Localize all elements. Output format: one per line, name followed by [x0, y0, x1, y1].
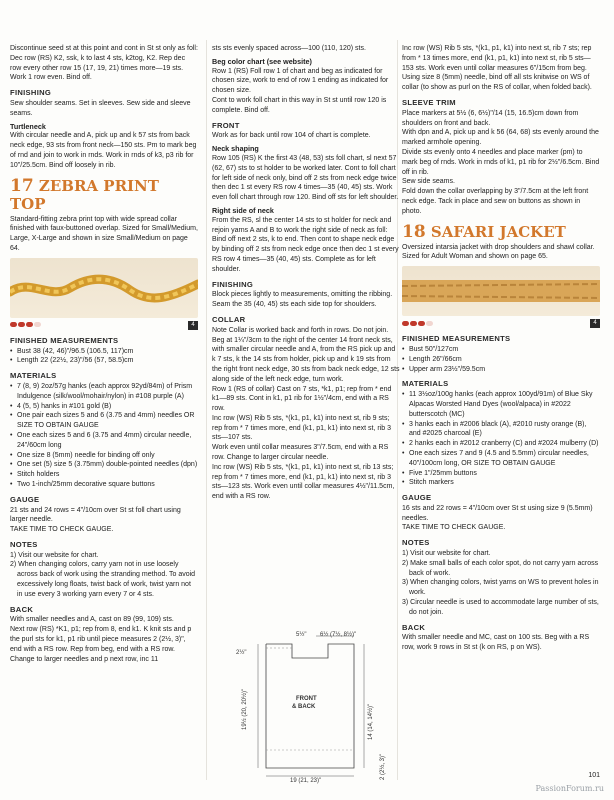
turtleneck-heading: Turtleneck [10, 121, 46, 131]
measurement-item: • Bust 50"/127cm [402, 345, 600, 355]
watermark: PassionForum.ru [535, 784, 604, 793]
schematic-diagram [236, 630, 396, 788]
material-item: • Stitch holders [10, 470, 198, 480]
note-item: 2) When changing colors, carry yarn not in use loosely across back of work using the stranding method. To avoid excessively long floats, twist back of work, twist yarn not in use every 3 working yarn every 7 or 4 sts. [10, 561, 196, 598]
col2-text: Work even until collar measures 3"/7.5cm, end with a RS row. Change to larger circular needle. [212, 444, 389, 462]
material-item: • Five 1"/25mm buttons [402, 469, 600, 479]
pattern-description: Standard-fitting zebra print top with wide spread collar finished with faux-buttoned overlap. Sized for Small/Medium, Large, X-Large and shown in size Small/Medium on page 64. [10, 215, 198, 252]
col2-text: sts sts evenly spaced across—100 (110, 120) sts. [212, 45, 366, 52]
material-item: • One each sizes 7 and 9 (4.5 and 5.5mm) circular needles, 40"/100cm long, OR SIZE TO OBTAIN GAUGE [402, 449, 600, 469]
measurements-heading: FINISHED MEASUREMENTS [10, 335, 119, 345]
pattern-name: ZEBRA PRINT TOP [10, 176, 159, 213]
skill-dot [418, 321, 425, 326]
col3-text: With dpn and A, pick up and k 56 (64, 68) sts evenly around the marked armhole opening. [402, 129, 599, 147]
col2-text: Block pieces lightly to measurements, omitting the ribbing. Seam the 35 (40, 45) sts each side top for shoulders. [212, 291, 393, 309]
col2-text: Row 1 (RS) Foll row 1 of chart and beg as indicated for chosen size, work to end of row 1 ending as indicated for chosen size. [212, 67, 389, 95]
material-item: • 4 (5, 5) hanks in #101 gold (B) [10, 402, 198, 412]
note-item: 1) Visit our website for chart. [402, 550, 491, 558]
dim-right-side: 14 (14, 14½)" [368, 703, 374, 740]
dim-top-right: 6½ (7½, 8½)" [320, 632, 357, 638]
gauge-heading: GAUGE [402, 493, 432, 503]
material-item: • One size 8 (5mm) needle for binding off only [10, 451, 198, 461]
measurement-item: • Length 22 (22½, 23)"/56 (57, 58.5)cm [10, 356, 198, 366]
note-item: 1) Visit our website for chart. [10, 551, 99, 559]
col2-text: Work as for back until row 104 of chart is complete. [212, 132, 371, 140]
material-item: • One each sizes 5 and 6 (3.75 and 4mm) circular needle, 24"/60cm long [10, 431, 198, 451]
skill-level-meter [10, 321, 198, 331]
col2-text: Beg at 1¼"/3cm to the right of the center 14 front neck sts, with smaller circular needle and A, from the RS pick up and k 7 sts, k the 14 sts from holder, pick up and k 19 sts from the right front neck edge, 30 sts from back neck edge, 12 sts along side of the left neck edge, turn work. [212, 336, 400, 383]
notes-heading: NOTES [402, 538, 430, 548]
material-item: • 7 (8, 9) 2oz/57g hanks (each approx 92yd/84m) of Prism Indulgence (silk/wool/mohair/nylon) in #108 purple (A) [10, 382, 198, 402]
dim-top-left: 5½" [296, 632, 307, 638]
col3-text: Place markers at 5½ (6, 6½)"/14 (15, 16.5)cm down from shoulders on front and back. [402, 109, 579, 127]
yarn-weight-badge-icon: 4 [590, 319, 600, 328]
skill-dot [34, 322, 41, 327]
skill-dot [410, 321, 417, 326]
skill-dot [26, 322, 33, 327]
col2-text: Bind off next 2 sts, k to end. Then cont to shape neck edge by binding off 2 sts from neck edge once then dec 1 st every RS row 4 times—35 (40, 45) sts. Complete as for left shoulder. [212, 236, 399, 273]
material-item: • One pair each sizes 5 and 6 (3.75 and 4mm) needles OR SIZE TO OBTAIN GAUGE [10, 411, 198, 431]
yarn-weight-badge-icon: 4 [188, 321, 198, 330]
back-text-2: Next row (RS) *K1, p1; rep from 8, end k1. K knit sts and p the purl sts for k1, p1 rib until piece measures 2 (2½, 3)", end with a RS row. Rep from beg, end with a RS row. [10, 626, 192, 653]
note-item: 2) Make small balls of each color spot, do not carry yarn across back of work. [402, 559, 599, 577]
front-heading: FRONT [212, 120, 240, 130]
dim-left-side: 19½ (20, 20½)" [242, 688, 248, 730]
col3-text: Divide sts evenly onto 4 needles and place marker (pm) to mark beg of rnds. Work in rnds of k1, p1 rib for 2½"/6.5cm. Bind off in rib. [402, 148, 600, 176]
note-item: 3) When changing colors, twist yarns on WS to prevent holes in work. [402, 579, 599, 597]
measurement-item: • Length 26"/66cm [402, 355, 600, 365]
measurement-item: • Upper arm 23½"/59.5cm [402, 365, 600, 375]
col2-text: Row 1 (RS of collar) Cast on 7 sts, *k1, p1; rep from * end k1—89 sts. Cont in k1, p1 rib for 1½"/4cm, end with a RS row. [212, 385, 392, 413]
back-heading: BACK [402, 622, 426, 632]
gauge-check: TAKE TIME TO CHECK GAUGE. [10, 526, 114, 534]
pattern-number: 17 [10, 175, 34, 196]
materials-heading: MATERIALS [10, 371, 57, 381]
page-number: 101 [588, 772, 600, 779]
dim-left-top: 2½" [236, 650, 247, 656]
pattern-name: SAFARI JACKET [430, 222, 566, 241]
sleeve-trim-heading: SLEEVE TRIM [402, 97, 456, 107]
dim-center: FRONT [296, 696, 317, 702]
back-text: With smaller needle and MC, cast on 100 sts. Beg with a RS row, work 9 rows in St st (k on RS, p on WS). [402, 634, 590, 652]
skill-dot [426, 321, 433, 326]
col2-text: From the RS, sl the center 14 sts to st holder for neck and rejoin yarns A and B to work the right side of neck as foll: [212, 216, 392, 234]
material-item: • Two 1-inch/25mm decorative square buttons [10, 480, 198, 490]
material-item: • One set (5) size 5 (3.75mm) double-pointed needles (dpn) [10, 460, 198, 470]
material-item: • 11 3½oz/100g hanks (each approx 100yd/91m) of Blue Sky Alpacas Worsted Hand Dyes (wool/alpaca) in #2022 butterscotch (MC) [402, 390, 600, 419]
measurements-heading: FINISHED MEASUREMENTS [402, 334, 511, 344]
col2-text: Row 105 (RS) K the first 43 (48, 53) sts foll chart, sl next 57 (62, 67) sts to st holder to be worked later. Cont to foll chart for left side of neck only, bind off 2 sts from neck edge twice then dec 1 st every RS row 4 times—35 (40, 45) sts. Work even foll chart through row 120. Bind off sts for left shoulder. [212, 154, 399, 202]
note-item: 3) Circular needle is used to accommodate large number of sts, do not join. [402, 599, 599, 616]
right-neck-heading: Right side of neck [212, 205, 274, 215]
col2-text: Note Collar is worked back and forth in rows. Do not join. [212, 326, 389, 334]
col3-text: Inc row (WS) Rib 5 sts, *(k1, p1, k1) into next st, rib 7 sts; rep from * 13 times more, end (k1, p1, k1) into next st, rib 5 sts—153 sts. Work even until collar measures 6"/15cm from beg. [402, 45, 592, 72]
chart-heading: Beg color chart (see website) [212, 56, 312, 66]
col3-text: Sew side seams. [402, 178, 455, 186]
collar-heading: COLLAR [212, 314, 246, 324]
skill-dot [10, 322, 17, 327]
materials-heading: MATERIALS [402, 379, 449, 389]
material-item: • Stitch markers [402, 478, 600, 488]
finishing-heading: FINISHING [10, 88, 52, 98]
col2-text: Inc row (WS) Rib 5 sts, *(k1, p1, k1) into next st, rib 13 sts; rep from * 7 times more, end (k1, p1, k1) into next st, rib 3 sts—123 sts. Work even until collar measures 4½"/11.5cm, end with a RS row. [212, 463, 395, 501]
back-heading: BACK [10, 604, 34, 614]
gauge-text: 16 sts and 22 rows = 4"/10cm over St st using size 9 (5.5mm) needles. [402, 504, 593, 522]
gauge-text: 21 sts and 24 rows = 4"/10cm over St st foll chart using larger needle. [10, 506, 181, 524]
skill-dot [402, 321, 409, 326]
column-1 [10, 44, 198, 664]
pattern-title-18 [402, 223, 600, 241]
finishing-text: Sew shoulder seams. Set in sleeves. Sew side and sleeve seams. [10, 99, 191, 117]
back-text-3: Change to larger needles and p next row, inc 11 [10, 655, 159, 663]
intro-text: Discontinue seed st at this point and cont in St st only as foll: Dec row (RS) K2, ssk, k to last 4 sts, k2tog, K2. Rep dec row every other row 15 (17, 19, 21) times more—19 sts. [10, 45, 198, 72]
col2-text: Cont to work foll chart in this way in St st until row 120 is complete. Bind off. [212, 96, 387, 114]
dim-center-2: & BACK [292, 704, 316, 710]
material-item: • 3 hanks each in #2006 black (A), #2010 rusty orange (B), and #2025 charcoal (E) [402, 420, 600, 440]
dim-right-bottom: 2 (2½, 3)" [380, 753, 386, 780]
pattern-number: 18 [402, 221, 426, 242]
column-divider [206, 40, 207, 780]
neck-shaping-heading: Neck shaping [212, 144, 259, 154]
turtleneck-text: With circular needle and A, pick up and k 57 sts from back neck edge, 93 sts from front neck—150 sts. Pm to mark beg of rnd and join to work in rnds. Work in rnds of k3, p3 rib for 10"/25.5cm. Bind off loosely in rib. [10, 132, 197, 169]
yarn-swatch-image [10, 258, 198, 318]
notes-heading: NOTES [10, 539, 38, 549]
col3-text: Using size 8 (5mm) needle, bind off all sts knitwise on WS of collar (to show as purl on the RS of collar, when folded back). [402, 74, 592, 92]
column-2 [212, 44, 400, 502]
skill-dot [18, 322, 25, 327]
pattern-title-17 [10, 177, 198, 213]
gauge-heading: GAUGE [10, 494, 40, 504]
column-3 [402, 44, 600, 653]
pattern-description: Oversized intarsia jacket with drop shoulders and shawl collar. Sized for Adult Woman and shown on page 65. [402, 243, 595, 261]
material-item: • 2 hanks each in #2012 cranberry (C) and #2024 mulberry (D) [402, 439, 600, 449]
measurement-item: • Bust 38 (42, 46)"/96.5 (106.5, 117)cm [10, 347, 198, 357]
col3-text: Fold down the collar overlapping by 3"/7.5cm at the left front neck edge. Tack in place and sew on buttons as shown in photo. [402, 188, 589, 215]
skill-level-meter [402, 319, 600, 329]
finishing-heading-2: FINISHING [212, 279, 254, 289]
col2-text: Inc row (WS) Rib 5 sts, *(k1, p1, k1) into next st, rib 9 sts; rep from * 7 times more, end (k1, p1, k1) into next st, rib 3 sts—107 sts. [212, 414, 391, 442]
yarn-swatch-image [402, 266, 600, 316]
back-text: With smaller needles and A, cast on 89 (99, 109) sts. [10, 616, 174, 624]
dim-bottom: 19 (21, 23)" [290, 778, 322, 784]
gauge-check: TAKE TIME TO CHECK GAUGE. [402, 524, 506, 532]
intro-text-2: Work 1 row even. Bind off. [10, 74, 92, 82]
